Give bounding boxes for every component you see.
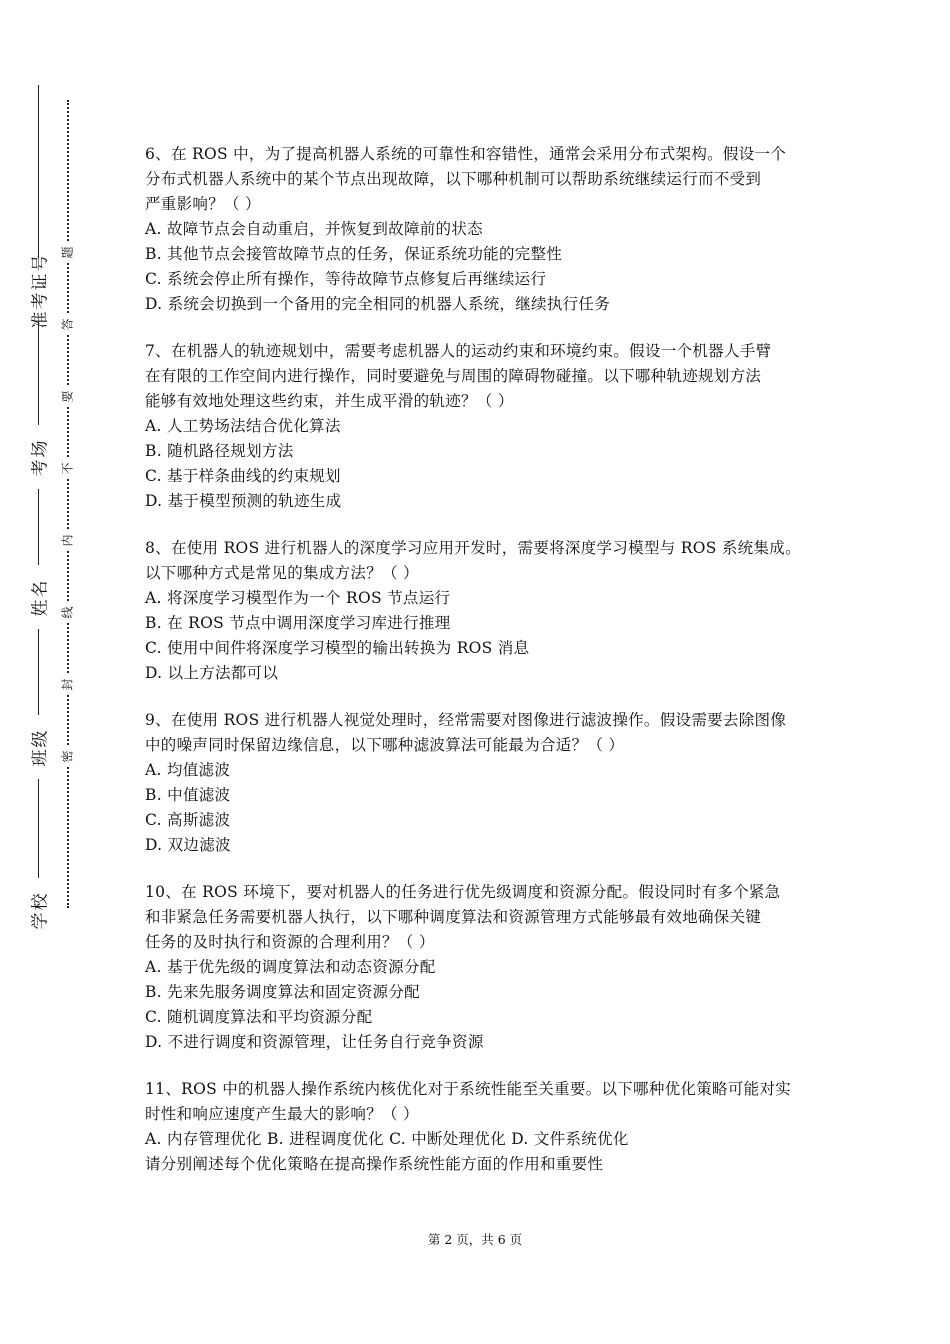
seal-char: 题 — [58, 242, 76, 262]
question-list — [145, 142, 825, 1199]
question-stem-line: 9、在使用 ROS 进行机器人视觉处理时，经常需要对图像进行滤波操作。假设需要去除图像 — [145, 711, 787, 729]
seal-char: 内 — [58, 530, 76, 550]
option-a: A. 基于优先级的调度算法和动态资源分配 — [145, 958, 436, 976]
option-d: D. 不进行调度和资源管理，让任务自行竞争资源 — [145, 1033, 484, 1051]
option-c: C. 随机调度算法和平均资源分配 — [145, 1008, 373, 1026]
option-a: A. 将深度学习模型作为一个 ROS 节点运行 — [145, 589, 451, 607]
question-stem-line: 中的噪声同时保留边缘信息，以下哪种滤波算法可能最为合适？（ ） — [145, 736, 625, 754]
question-stem-line: 以下哪种方式是常见的集成方法？（ ） — [145, 564, 419, 582]
option-c: C. 使用中间件将深度学习模型的输出转换为 ROS 消息 — [145, 639, 530, 657]
seal-char: 密 — [58, 746, 76, 766]
question-stem-line: 8、在使用 ROS 进行机器人的深度学习应用开发时，需要将深度学习模型与 ROS 系统集成。 — [145, 539, 801, 557]
question-stem-line: 7、在机器人的轨迹规划中，需要考虑机器人的运动约束和环境约束。假设一个机器人手臂 — [145, 342, 772, 360]
question-stem-line: 任务的及时执行和资源的合理利用？（ ） — [145, 933, 435, 951]
question-stem-line: 严重影响？（ ） — [145, 195, 261, 213]
option-b: B. 中值滤波 — [145, 786, 231, 804]
question-7 — [145, 339, 825, 514]
page-number: 第 2 页，共 6 页 — [427, 1232, 523, 1247]
question-stem-line: 在有限的工作空间内进行操作，同时要避免与周围的障碍物碰撞。以下哪种轨迹规划方法 — [145, 367, 762, 385]
option-a: A. 人工势场法结合优化算法 — [145, 417, 341, 435]
option-d: D. 基于模型预测的轨迹生成 — [145, 492, 342, 510]
option-c: C. 基于样条曲线的约束规划 — [145, 467, 341, 485]
class-label: 班级 — [20, 715, 56, 779]
seal-char: 要 — [58, 386, 76, 406]
option-d: D. 双边滤波 — [145, 836, 231, 854]
seal-char: 线 — [58, 602, 76, 622]
option-d: D. 系统会切换到一个备用的完全相同的机器人系统，继续执行任务 — [145, 295, 611, 313]
question-instruction: 请分别阐述每个优化策略在提高操作系统性能方面的作用和重要性 — [145, 1155, 604, 1173]
seal-char: 答 — [58, 314, 76, 334]
question-stem-line: 分布式机器人系统中的某个节点出现故障，以下哪种机制可以帮助系统继续运行而不受到 — [145, 170, 762, 188]
exam-room-label: 考场 — [20, 425, 56, 489]
question-stem-line: 时性和响应速度产生最大的影响？（ ） — [145, 1105, 419, 1123]
option-a: A. 均值滤波 — [145, 761, 231, 779]
option-b: B. 在 ROS 节点中调用深度学习库进行推理 — [145, 614, 451, 632]
seal-char: 封 — [58, 674, 76, 694]
options-inline: A. 内存管理优化 B. 进程调度优化 C. 中断处理优化 D. 文件系统优化 — [145, 1130, 629, 1148]
binding-solid-line — [38, 85, 39, 923]
option-b: B. 随机路径规划方法 — [145, 442, 294, 460]
option-b: B. 先来先服务调度算法和固定资源分配 — [145, 983, 420, 1001]
question-stem-line: 能够有效地处理这些约束，并生成平滑的轨迹？（ ） — [145, 392, 514, 410]
binding-dotted-line — [67, 100, 69, 908]
seal-char: 不 — [58, 458, 76, 478]
school-label: 学校 — [20, 878, 56, 942]
question-11 — [145, 1077, 825, 1177]
option-d: D. 以上方法都可以 — [145, 664, 279, 682]
option-a: A. 故障节点会自动重启，并恢复到故障前的状态 — [145, 220, 483, 238]
option-c: C. 系统会停止所有操作，等待故障节点修复后再继续运行 — [145, 270, 547, 288]
question-stem-line: 11、ROS 中的机器人操作系统内核优化对于系统性能至关重要。以下哪种优化策略可能对实 — [145, 1080, 792, 1098]
option-b: B. 其他节点会接管故障节点的任务，保证系统功能的完整性 — [145, 245, 563, 263]
question-8 — [145, 536, 825, 686]
option-c: C. 高斯滤波 — [145, 811, 231, 829]
question-stem-line: 6、在 ROS 中，为了提高机器人系统的可靠性和容错性，通常会采用分布式架构。假设一个 — [145, 145, 787, 163]
question-10 — [145, 880, 825, 1055]
name-label: 姓名 — [20, 565, 56, 629]
exam-id-label: 准考证号 — [20, 258, 56, 322]
question-9 — [145, 708, 825, 858]
question-stem-line: 10、在 ROS 环境下，要对机器人的任务进行优先级调度和资源分配。假设同时有多个紧急 — [145, 883, 781, 901]
question-6 — [145, 142, 825, 317]
question-stem-line: 和非紧急任务需要机器人执行，以下哪种调度算法和资源管理方式能够最有效地确保关键 — [145, 908, 762, 926]
